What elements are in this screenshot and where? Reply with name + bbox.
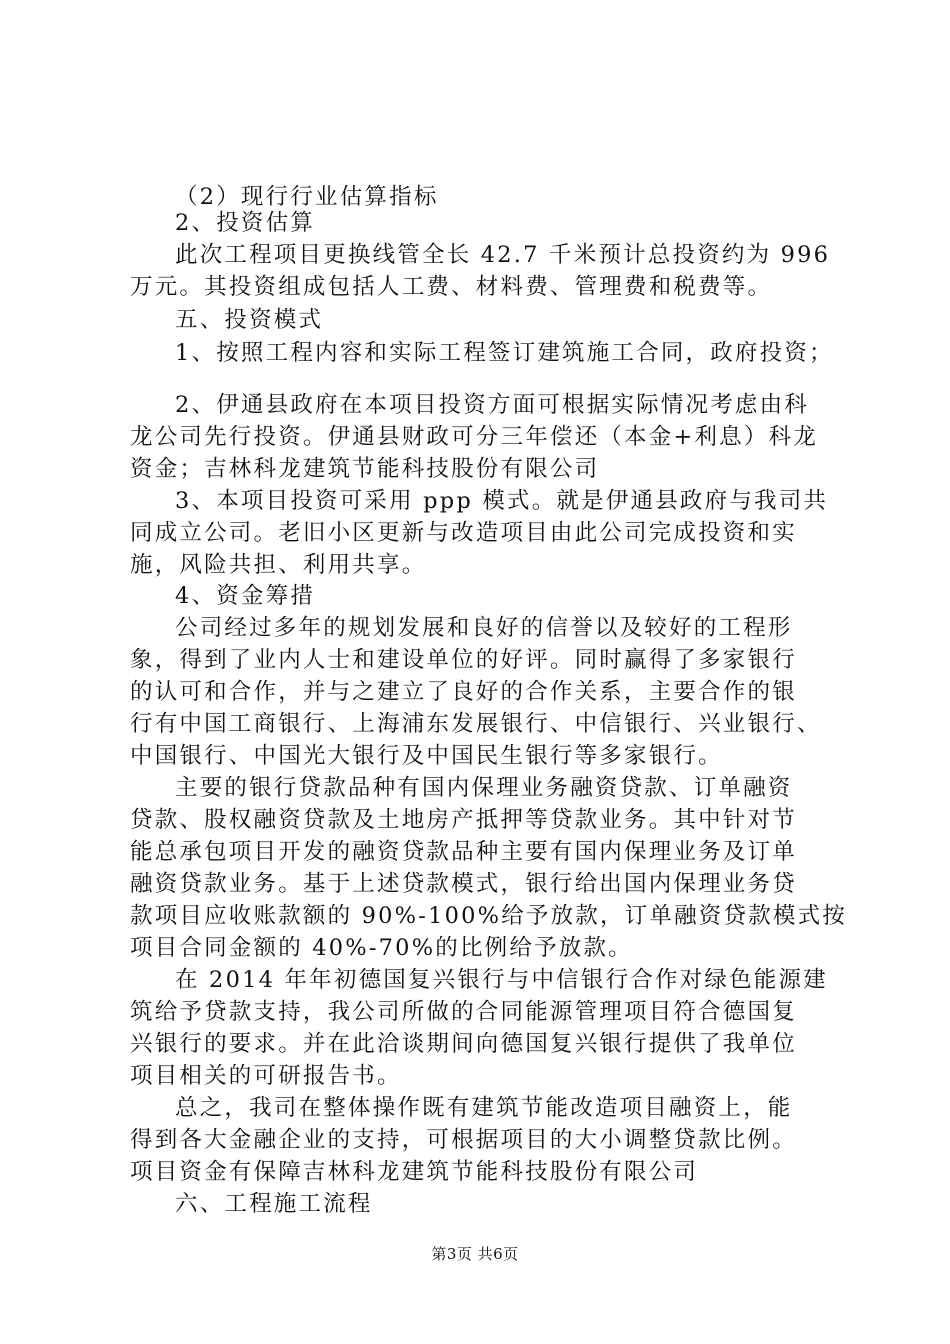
page-number: 第3页 共6页 xyxy=(431,1245,519,1263)
paragraph-line: 万元。其投资组成包括人工费、材料费、管理费和税费等。 xyxy=(130,274,773,300)
section-heading: 4、资金筹措 xyxy=(175,583,316,609)
paragraph-line: 项目资金有保障吉林科龙建筑节能科技股份有限公司 xyxy=(130,1159,699,1185)
paragraph-line: 行有中国工商银行、上海浦东发展银行、中信银行、兴业银行、 xyxy=(130,711,822,737)
paragraph-line: 得到各大金融企业的支持，可根据项目的大小调整贷款比例。 xyxy=(130,1127,797,1153)
paragraph-line: 总之，我司在整体操作既有建筑节能改造项目融资上，能 xyxy=(175,1095,793,1121)
paragraph-line: （2）现行行业估算指标 xyxy=(175,184,439,210)
paragraph-line: 此次工程项目更换线管全长 42.7 千米预计总投资约为 996 xyxy=(175,242,831,268)
paragraph-line: 在 2014 年年初德国复兴银行与中信银行合作对绿色能源建 xyxy=(175,967,828,993)
section-heading: 2、投资估算 xyxy=(175,210,316,236)
paragraph-line: 施，风险共担、利用共享。 xyxy=(130,552,427,578)
paragraph-line: 项目合同金额的 40%-70%的比例给予放款。 xyxy=(130,935,633,961)
paragraph-line: 象，得到了业内人士和建设单位的好评。同时赢得了多家银行 xyxy=(130,647,797,673)
paragraph-line: 贷款、股权融资贷款及土地房产抵押等贷款业务。其中针对节 xyxy=(130,807,797,833)
paragraph-line: 项目相关的可研报告书。 xyxy=(130,1063,402,1089)
paragraph-line: 同成立公司。老旧小区更新与改造项目由此公司完成投资和实 xyxy=(130,520,797,546)
paragraph-line: 3、本项目投资可采用 ppp 模式。就是伊通县政府与我司共 xyxy=(175,488,829,514)
paragraph-line: 的认可和合作，并与之建立了良好的合作关系，主要合作的银 xyxy=(130,679,797,705)
paragraph-line: 龙公司先行投资。伊通县财政可分三年偿还（本金+利息）科龙 xyxy=(130,424,818,450)
paragraph-line: 主要的银行贷款品种有国内保理业务融资贷款、订单融资 xyxy=(175,775,793,801)
paragraph-line: 1、按照工程内容和实际工程签订建筑施工合同，政府投资； xyxy=(175,340,834,366)
section-heading: 五、投资模式 xyxy=(175,307,324,333)
paragraph-line: 能总承包项目开发的融资贷款品种主要有国内保理业务及订单 xyxy=(130,839,797,865)
paragraph-line: 中国银行、中国光大银行及中国民生银行等多家银行。 xyxy=(130,743,723,769)
paragraph-line: 公司经过多年的规划发展和良好的信誉以及较好的工程形 xyxy=(175,615,793,641)
paragraph-line: 款项目应收账款额的 90%-100%给予放款，订单融资贷款模式按 xyxy=(130,903,847,929)
paragraph-line: 资金；吉林科龙建筑节能科技股份有限公司 xyxy=(130,456,600,482)
paragraph-line: 2、伊通县政府在本项目投资方面可根据实际情况考虑由科 xyxy=(175,392,810,418)
paragraph-line: 融资贷款业务。基于上述贷款模式，银行给出国内保理业务贷 xyxy=(130,871,797,897)
paragraph-line: 兴银行的要求。并在此洽谈期间向德国复兴银行提供了我单位 xyxy=(130,1031,797,1057)
paragraph-line: 筑给予贷款支持，我公司所做的合同能源管理项目符合德国复 xyxy=(130,999,797,1025)
section-heading: 六、工程施工流程 xyxy=(175,1191,373,1217)
